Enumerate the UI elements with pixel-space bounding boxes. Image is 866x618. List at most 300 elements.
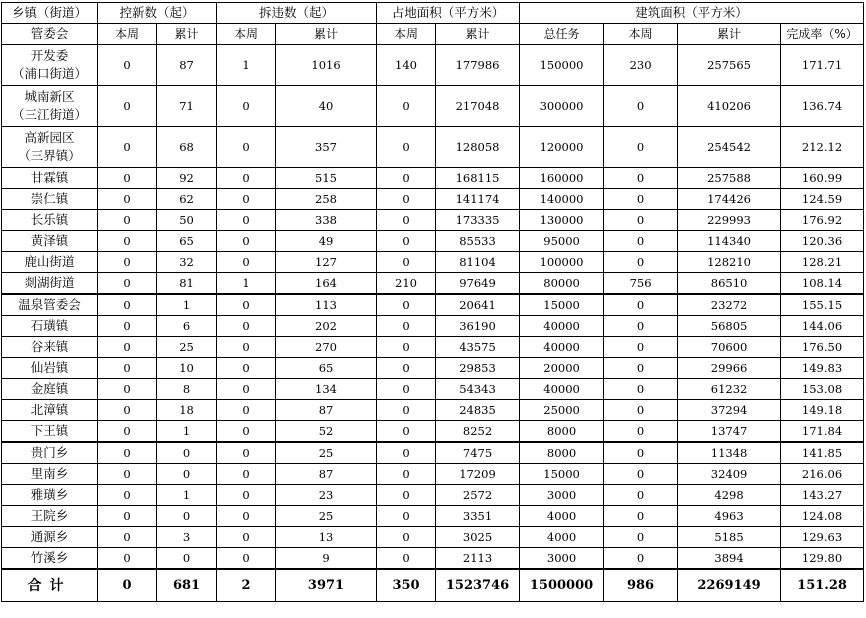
value-cell: 270 — [276, 337, 377, 358]
value-cell: 0 — [604, 231, 678, 252]
value-cell: 0 — [98, 168, 157, 189]
value-cell: 0 — [217, 86, 276, 127]
value-cell: 0 — [157, 464, 217, 485]
value-cell: 0 — [217, 421, 276, 443]
value-cell: 0 — [98, 548, 157, 570]
town-name-cell — [2, 400, 98, 421]
town-name-cell — [2, 252, 98, 273]
value-cell: 32409 — [678, 464, 781, 485]
value-cell: 0 — [217, 379, 276, 400]
town-name: 开发委 — [30, 48, 69, 63]
value-cell: 141174 — [436, 189, 520, 210]
value-cell: 81104 — [436, 252, 520, 273]
value-cell: 128058 — [436, 127, 520, 168]
value-cell: 85533 — [436, 231, 520, 252]
town-name: 城南新区 — [24, 89, 75, 104]
value-cell: 128.21 — [781, 252, 864, 273]
header-row-2 — [2, 24, 864, 45]
value-cell: 0 — [217, 358, 276, 379]
value-cell: 36190 — [436, 316, 520, 337]
value-cell: 171.71 — [781, 45, 864, 86]
table-row — [2, 252, 864, 273]
value-cell: 1 — [157, 485, 217, 506]
value-cell: 10 — [157, 358, 217, 379]
value-cell: 56805 — [678, 316, 781, 337]
value-cell: 0 — [604, 442, 678, 464]
town-subname: （三江街道） — [11, 107, 87, 122]
value-cell: 0 — [217, 294, 276, 316]
value-cell: 95000 — [520, 231, 604, 252]
value-cell: 0 — [217, 400, 276, 421]
value-cell: 62 — [157, 189, 217, 210]
value-cell: 0 — [217, 548, 276, 570]
town-name: 下王镇 — [30, 423, 69, 438]
town-name-cell — [2, 127, 98, 168]
value-cell: 0 — [217, 506, 276, 527]
table-row — [2, 527, 864, 548]
value-cell: 149.83 — [781, 358, 864, 379]
value-cell: 124.59 — [781, 189, 864, 210]
value-cell: 0 — [604, 86, 678, 127]
total-value-cell: 986 — [604, 569, 678, 602]
value-cell: 134 — [276, 379, 377, 400]
town-name-cell — [2, 464, 98, 485]
value-cell: 20000 — [520, 358, 604, 379]
value-cell: 86510 — [678, 273, 781, 295]
value-cell: 1 — [157, 421, 217, 443]
value-cell: 0 — [217, 168, 276, 189]
value-cell: 0 — [217, 527, 276, 548]
value-cell: 0 — [377, 379, 436, 400]
value-cell: 92 — [157, 168, 217, 189]
value-cell: 6 — [157, 316, 217, 337]
group-header-control: 控新数（起） — [98, 3, 217, 24]
value-cell: 0 — [98, 442, 157, 464]
value-cell: 177986 — [436, 45, 520, 86]
value-cell: 0 — [604, 337, 678, 358]
value-cell: 0 — [377, 464, 436, 485]
town-name: 石璜镇 — [30, 318, 69, 333]
total-value-cell: 151.28 — [781, 569, 864, 602]
value-cell: 0 — [217, 189, 276, 210]
table-row — [2, 485, 864, 506]
sub-header-rate: 完成率（%） — [781, 24, 864, 45]
town-header: 乡镇（街道） — [2, 3, 98, 24]
value-cell: 141.85 — [781, 442, 864, 464]
value-cell: 230 — [604, 45, 678, 86]
table-row — [2, 210, 864, 231]
header-row-1 — [2, 3, 864, 24]
value-cell: 0 — [98, 252, 157, 273]
value-cell: 4298 — [678, 485, 781, 506]
value-cell: 20641 — [436, 294, 520, 316]
value-cell: 0 — [377, 127, 436, 168]
value-cell: 0 — [604, 294, 678, 316]
total-value-cell: 2269149 — [678, 569, 781, 602]
value-cell: 3025 — [436, 527, 520, 548]
value-cell: 0 — [217, 442, 276, 464]
value-cell: 9 — [276, 548, 377, 570]
town-name-cell — [2, 337, 98, 358]
value-cell: 216.06 — [781, 464, 864, 485]
value-cell: 40000 — [520, 379, 604, 400]
value-cell: 0 — [98, 273, 157, 295]
total-value-cell: 1523746 — [436, 569, 520, 602]
value-cell: 49 — [276, 231, 377, 252]
value-cell: 229993 — [678, 210, 781, 231]
value-cell: 210 — [377, 273, 436, 295]
total-value-cell: 350 — [377, 569, 436, 602]
value-cell: 43575 — [436, 337, 520, 358]
value-cell: 0 — [98, 316, 157, 337]
value-cell: 0 — [377, 421, 436, 443]
value-cell: 0 — [377, 189, 436, 210]
value-cell: 1 — [157, 294, 217, 316]
value-cell: 0 — [377, 294, 436, 316]
value-cell: 8000 — [520, 421, 604, 443]
value-cell: 2572 — [436, 485, 520, 506]
town-name: 通源乡 — [30, 529, 69, 544]
value-cell: 164 — [276, 273, 377, 295]
table-row — [2, 379, 864, 400]
value-cell: 2113 — [436, 548, 520, 570]
town-name: 长乐镇 — [30, 212, 69, 227]
value-cell: 0 — [604, 379, 678, 400]
value-cell: 0 — [217, 337, 276, 358]
value-cell: 0 — [98, 189, 157, 210]
value-cell: 0 — [157, 548, 217, 570]
table-row — [2, 189, 864, 210]
table-row — [2, 464, 864, 485]
sub-header-total: 累计 — [436, 24, 520, 45]
table-row — [2, 168, 864, 189]
sub-header-total: 累计 — [678, 24, 781, 45]
value-cell: 0 — [377, 231, 436, 252]
town-name: 北漳镇 — [30, 402, 69, 417]
table-row — [2, 45, 864, 86]
town-subname: （三界镇） — [18, 148, 81, 163]
town-name-cell — [2, 231, 98, 252]
value-cell: 4000 — [520, 506, 604, 527]
value-cell: 0 — [377, 506, 436, 527]
value-cell: 0 — [217, 231, 276, 252]
value-cell: 29966 — [678, 358, 781, 379]
value-cell: 0 — [604, 168, 678, 189]
value-cell: 25 — [276, 442, 377, 464]
value-cell: 155.15 — [781, 294, 864, 316]
value-cell: 0 — [98, 485, 157, 506]
value-cell: 8252 — [436, 421, 520, 443]
town-name: 崇仁镇 — [30, 191, 69, 206]
table-body — [2, 3, 864, 602]
table-row — [2, 294, 864, 316]
value-cell: 257565 — [678, 45, 781, 86]
sub-header-week: 本周 — [604, 24, 678, 45]
table-row — [2, 506, 864, 527]
town-name-cell — [2, 273, 98, 295]
value-cell: 37294 — [678, 400, 781, 421]
value-cell: 217048 — [436, 86, 520, 127]
value-cell: 87 — [276, 400, 377, 421]
value-cell: 7475 — [436, 442, 520, 464]
value-cell: 0 — [377, 548, 436, 570]
value-cell: 0 — [98, 527, 157, 548]
value-cell: 81 — [157, 273, 217, 295]
value-cell: 173335 — [436, 210, 520, 231]
value-cell: 0 — [377, 442, 436, 464]
value-cell: 300000 — [520, 86, 604, 127]
town-name: 高新园区 — [24, 130, 75, 145]
total-value-cell: 2 — [217, 569, 276, 602]
value-cell: 410206 — [678, 86, 781, 127]
value-cell: 120.36 — [781, 231, 864, 252]
value-cell: 114340 — [678, 231, 781, 252]
value-cell: 0 — [377, 86, 436, 127]
value-cell: 212.12 — [781, 127, 864, 168]
sub-header-total: 累计 — [157, 24, 217, 45]
value-cell: 4000 — [520, 527, 604, 548]
value-cell: 129.80 — [781, 548, 864, 570]
value-cell: 124.08 — [781, 506, 864, 527]
town-name: 竹溪乡 — [30, 550, 69, 565]
value-cell: 0 — [98, 337, 157, 358]
total-row — [2, 569, 864, 602]
value-cell: 144.06 — [781, 316, 864, 337]
table-row — [2, 316, 864, 337]
value-cell: 160000 — [520, 168, 604, 189]
statistics-table — [1, 2, 864, 602]
value-cell: 40000 — [520, 316, 604, 337]
value-cell: 128210 — [678, 252, 781, 273]
sub-header-task: 总任务 — [520, 24, 604, 45]
table-row — [2, 273, 864, 295]
sub-header-week: 本周 — [217, 24, 276, 45]
value-cell: 1 — [217, 45, 276, 86]
value-cell: 0 — [377, 168, 436, 189]
value-cell: 3894 — [678, 548, 781, 570]
value-cell: 0 — [377, 527, 436, 548]
value-cell: 0 — [217, 464, 276, 485]
table-row — [2, 548, 864, 570]
town-name-cell — [2, 527, 98, 548]
value-cell: 140 — [377, 45, 436, 86]
town-name-cell — [2, 485, 98, 506]
value-cell: 23272 — [678, 294, 781, 316]
value-cell: 3000 — [520, 548, 604, 570]
value-cell: 0 — [217, 210, 276, 231]
value-cell: 3 — [157, 527, 217, 548]
table-row — [2, 358, 864, 379]
value-cell: 176.50 — [781, 337, 864, 358]
table-row — [2, 442, 864, 464]
value-cell: 13747 — [678, 421, 781, 443]
value-cell: 40000 — [520, 337, 604, 358]
table-row — [2, 127, 864, 168]
value-cell: 127 — [276, 252, 377, 273]
value-cell: 143.27 — [781, 485, 864, 506]
value-cell: 0 — [377, 316, 436, 337]
value-cell: 8000 — [520, 442, 604, 464]
value-cell: 0 — [604, 506, 678, 527]
value-cell: 0 — [604, 527, 678, 548]
value-cell: 130000 — [520, 210, 604, 231]
value-cell: 0 — [157, 442, 217, 464]
value-cell: 0 — [604, 400, 678, 421]
value-cell: 54343 — [436, 379, 520, 400]
value-cell: 0 — [604, 210, 678, 231]
town-name-cell — [2, 294, 98, 316]
value-cell: 23 — [276, 485, 377, 506]
town-name-cell — [2, 86, 98, 127]
value-cell: 0 — [604, 252, 678, 273]
total-value-cell: 0 — [98, 569, 157, 602]
value-cell: 4963 — [678, 506, 781, 527]
sub-header-total: 累计 — [276, 24, 377, 45]
value-cell: 87 — [276, 464, 377, 485]
value-cell: 0 — [217, 316, 276, 337]
value-cell: 0 — [217, 485, 276, 506]
value-cell: 0 — [604, 421, 678, 443]
value-cell: 3351 — [436, 506, 520, 527]
town-name: 剡湖街道 — [24, 275, 75, 290]
table-row — [2, 86, 864, 127]
value-cell: 171.84 — [781, 421, 864, 443]
value-cell: 0 — [98, 294, 157, 316]
value-cell: 8 — [157, 379, 217, 400]
value-cell: 0 — [98, 400, 157, 421]
town-name: 王院乡 — [30, 508, 69, 523]
value-cell: 0 — [98, 464, 157, 485]
town-name: 温泉管委会 — [18, 297, 81, 312]
value-cell: 0 — [98, 506, 157, 527]
table-row — [2, 337, 864, 358]
value-cell: 120000 — [520, 127, 604, 168]
total-label: 合计 — [2, 569, 98, 602]
value-cell: 40 — [276, 86, 377, 127]
value-cell: 0 — [377, 252, 436, 273]
value-cell: 0 — [377, 337, 436, 358]
town-name: 仙岩镇 — [30, 360, 69, 375]
value-cell: 0 — [604, 189, 678, 210]
value-cell: 3000 — [520, 485, 604, 506]
value-cell: 17209 — [436, 464, 520, 485]
value-cell: 257588 — [678, 168, 781, 189]
town-name: 里南乡 — [30, 466, 69, 481]
value-cell: 202 — [276, 316, 377, 337]
value-cell: 61232 — [678, 379, 781, 400]
value-cell: 13 — [276, 527, 377, 548]
town-name-cell — [2, 548, 98, 570]
town-name-cell — [2, 506, 98, 527]
town-name: 雅璜乡 — [30, 487, 69, 502]
value-cell: 1016 — [276, 45, 377, 86]
value-cell: 149.18 — [781, 400, 864, 421]
town-name-cell — [2, 189, 98, 210]
value-cell: 50 — [157, 210, 217, 231]
value-cell: 0 — [604, 358, 678, 379]
value-cell: 0 — [604, 548, 678, 570]
value-cell: 15000 — [520, 464, 604, 485]
town-name-cell — [2, 168, 98, 189]
value-cell: 176.92 — [781, 210, 864, 231]
value-cell: 0 — [98, 127, 157, 168]
value-cell: 140000 — [520, 189, 604, 210]
value-cell: 5185 — [678, 527, 781, 548]
value-cell: 0 — [377, 400, 436, 421]
value-cell: 174426 — [678, 189, 781, 210]
value-cell: 87 — [157, 45, 217, 86]
value-cell: 71 — [157, 86, 217, 127]
table-row — [2, 231, 864, 252]
value-cell: 0 — [98, 210, 157, 231]
group-header-land-area: 占地面积（平方米） — [377, 3, 520, 24]
town-name-cell — [2, 421, 98, 443]
town-name-cell — [2, 316, 98, 337]
value-cell: 80000 — [520, 273, 604, 295]
table-row — [2, 400, 864, 421]
town-name-cell — [2, 210, 98, 231]
total-value-cell: 681 — [157, 569, 217, 602]
value-cell: 70600 — [678, 337, 781, 358]
town-subname: （浦口街道） — [11, 66, 87, 81]
value-cell: 0 — [604, 464, 678, 485]
value-cell: 32 — [157, 252, 217, 273]
value-cell: 18 — [157, 400, 217, 421]
town-name-cell — [2, 45, 98, 86]
value-cell: 0 — [98, 358, 157, 379]
value-cell: 68 — [157, 127, 217, 168]
value-cell: 0 — [604, 316, 678, 337]
value-cell: 1 — [217, 273, 276, 295]
value-cell: 136.74 — [781, 86, 864, 127]
value-cell: 52 — [276, 421, 377, 443]
value-cell: 258 — [276, 189, 377, 210]
value-cell: 168115 — [436, 168, 520, 189]
committee-header: 管委会 — [2, 24, 98, 45]
value-cell: 100000 — [520, 252, 604, 273]
value-cell: 25000 — [520, 400, 604, 421]
value-cell: 756 — [604, 273, 678, 295]
value-cell: 150000 — [520, 45, 604, 86]
value-cell: 25 — [157, 337, 217, 358]
value-cell: 0 — [217, 127, 276, 168]
value-cell: 153.08 — [781, 379, 864, 400]
town-name-cell — [2, 442, 98, 464]
town-name: 鹿山街道 — [24, 254, 75, 269]
value-cell: 357 — [276, 127, 377, 168]
value-cell: 25 — [276, 506, 377, 527]
value-cell: 0 — [604, 485, 678, 506]
value-cell: 29853 — [436, 358, 520, 379]
value-cell: 0 — [98, 231, 157, 252]
value-cell: 11348 — [678, 442, 781, 464]
value-cell: 65 — [276, 358, 377, 379]
town-name: 黄泽镇 — [30, 233, 69, 248]
value-cell: 0 — [98, 379, 157, 400]
value-cell: 0 — [377, 358, 436, 379]
value-cell: 0 — [217, 252, 276, 273]
town-name-cell — [2, 379, 98, 400]
value-cell: 0 — [377, 485, 436, 506]
sub-header-week: 本周 — [98, 24, 157, 45]
town-name: 金庭镇 — [30, 381, 69, 396]
value-cell: 129.63 — [781, 527, 864, 548]
value-cell: 97649 — [436, 273, 520, 295]
sub-header-week: 本周 — [377, 24, 436, 45]
value-cell: 254542 — [678, 127, 781, 168]
value-cell: 113 — [276, 294, 377, 316]
town-name: 贵门乡 — [30, 445, 69, 460]
